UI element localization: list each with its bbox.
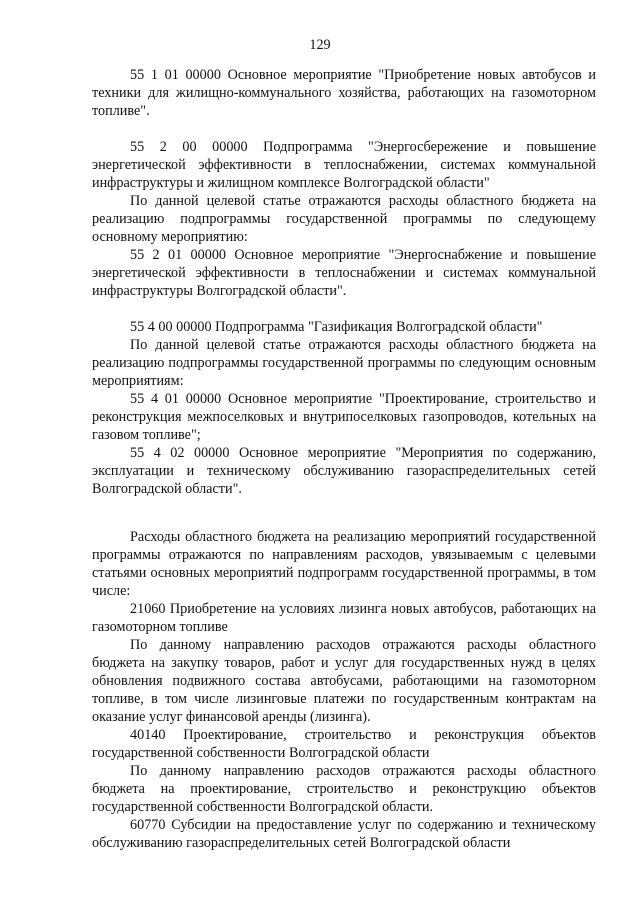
paragraph-direction-21060-description: По данному направлению расходов отражаются расходы областного бюджета на закупку товаров, работ и услуг для государственных нужд в целях обновления подвижного состава автобусами, работающими на газомоторном топливе, в том числе лизинговые платежи по государственным контрактам на оказание услуг финансовой аренды (лизинга).	[92, 637, 596, 725]
paragraph-subprogram-55-2: 55 2 00 00000 Подпрограмма "Энергосбережение и повышение энергетической эффективности в теплоснабжении, системах коммунальной инфраструктуры и жилищном комплексе Волгоградской области"	[92, 139, 596, 191]
paragraph-direction-40140-description: По данному направлению расходов отражаются расходы областного бюджета на проектирование, строительство и реконструкцию объектов государственной собственности Волгоградской области.	[92, 763, 596, 815]
paragraph-direction-21060: 21060 Приобретение на условиях лизинга новых автобусов, работающих на газомоторном топливе	[92, 601, 596, 635]
paragraph-expense-directions-intro: Расходы областного бюджета на реализацию мероприятий государственной программы отражаются по направлениям расходов, увязываемым с целевыми статьями основных мероприятий подпрограмм государственной программы, в том числе:	[92, 529, 596, 599]
paragraph-subprogram-55-2-description: По данной целевой статье отражаются расходы областного бюджета на реализацию подпрограммы государственной программы по следующему основному мероприятию:	[92, 193, 596, 245]
paragraph-measure-55-4-01: 55 4 01 00000 Основное мероприятие "Проектирование, строительство и реконструкция межпоселковых и внутрипоселковых газопроводов, котельных на газовом топливе";	[92, 391, 596, 443]
paragraph-measure-55-2-01: 55 2 01 00000 Основное мероприятие "Энергоснабжение и повышение энергетической эффективности в теплоснабжении и системах коммунальной инфраструктуры Волгоградской области".	[92, 247, 596, 299]
paragraph-subprogram-55-4: 55 4 00 00000 Подпрограмма "Газификация Волгоградской области"	[130, 319, 543, 335]
paragraph-direction-60770: 60770 Субсидии на предоставление услуг по содержанию и техническому обслуживанию газораспределительных сетей Волгоградской области	[92, 817, 596, 851]
document-body	[92, 66, 596, 852]
paragraph-subprogram-55-4-description: По данной целевой статье отражаются расходы областного бюджета на реализацию подпрограммы государственной программы по следующим основным мероприятиям:	[92, 337, 596, 389]
paragraph-measure-55-4-02: 55 4 02 00000 Основное мероприятие "Мероприятия по содержанию, эксплуатации и техническому обслуживанию газораспределительных сетей Волгоградской области".	[92, 445, 596, 497]
paragraph-measure-55-1-01: 55 1 01 00000 Основное мероприятие "Приобретение новых автобусов и техники для жилищно-коммунального хозяйства, работающих на газомоторном топливе".	[92, 67, 596, 119]
page-number: 129	[309, 37, 331, 53]
paragraph-direction-40140: 40140 Проектирование, строительство и реконструкция объектов государственной собственности Волгоградской области	[92, 727, 596, 761]
